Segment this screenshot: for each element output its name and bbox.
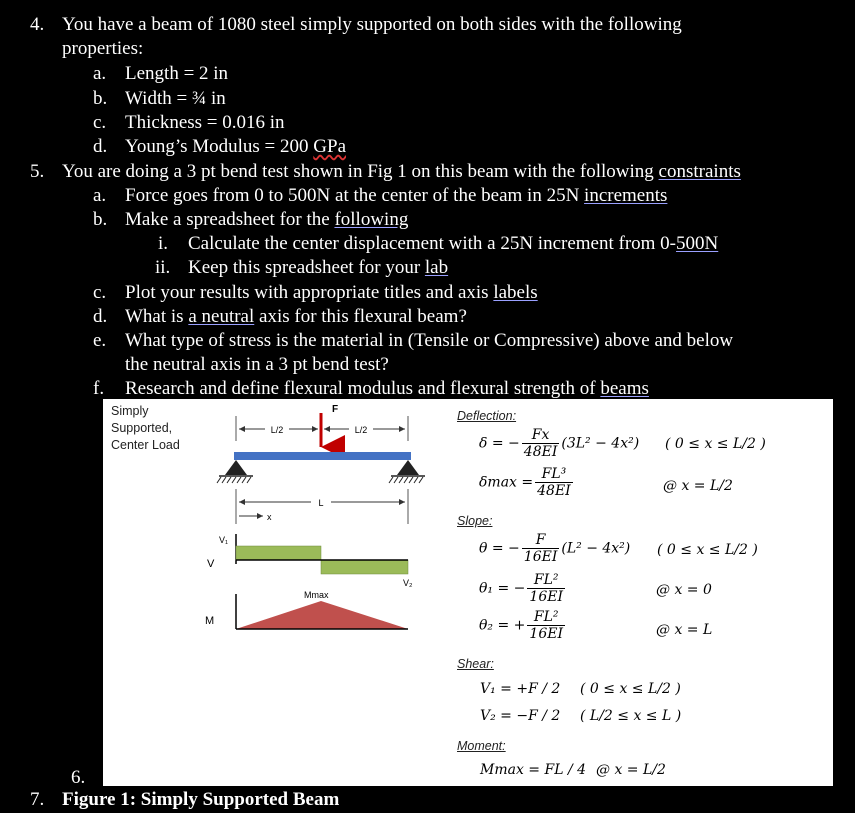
label-m-axis: M (205, 615, 215, 627)
q5-item-c: c. Plot your results with appropriate titles and axis labels (93, 282, 538, 303)
cond-moment: @ x = L/2 (596, 762, 666, 778)
q6-number: 6. (71, 767, 86, 788)
left-support (225, 460, 247, 475)
eq-theta2: θ₂ = + $\frac{\text{FL²}}{16EI}$ (479, 609, 563, 642)
cond-deflection: ( 0 ≤ x ≤ L/2 ) (665, 436, 766, 452)
q4-text: You have a beam of 1080 steel simply supported on both sides with the following (62, 14, 682, 35)
eq-moment: Mmax = FL / 4 (480, 762, 587, 778)
q5-item-a: a. Force goes from 0 to 500N at the center of the beam in 25N increments (93, 185, 668, 206)
spellcheck-word: GPa (313, 136, 347, 157)
eq-v2: V₂ = −F / 2 (480, 708, 561, 724)
q5-item-e-line2: the neutral axis in a 3 pt bend test? (125, 354, 389, 375)
figure-title: Simply Supported, Center Load (111, 404, 180, 452)
moment-diagram (236, 601, 408, 629)
q4-item-d: d. Young’s Modulus = 200 GPa (93, 136, 347, 157)
q5-item-d: d. What is a neutral axis for this flexural beam? (93, 306, 467, 327)
q4-number: 4. (30, 14, 45, 35)
label-half-right: L/2 (354, 425, 368, 435)
q4-line1 (30, 14, 682, 36)
eq-theta1: θ₁ = − $\frac{\text{FL²}}{16EI}$ (479, 572, 563, 605)
q4-item-b: b. Width = ¾ in (93, 88, 226, 109)
label-length: L (318, 498, 324, 508)
figure-caption: 7. Figure 1: Simply Supported Beam (30, 789, 340, 810)
eq-max-deflection: δmax = $\frac{\text{FL³}}{48EI}$ (479, 466, 571, 499)
label-v2: V₂ (403, 578, 413, 588)
q4-item-c: c. Thickness = 0.016 in (93, 112, 285, 133)
section-shear: Shear: (457, 657, 494, 671)
eq-slope: θ = − $\frac{F}{16EI}$ (L² − 4x²) (479, 532, 631, 565)
eq-v1: V₁ = +F / 2 (480, 681, 561, 697)
label-mmax: Mmax (304, 590, 329, 600)
q5-item-f: f. Research and define flexural modulus and flexural strength of beams (93, 378, 649, 399)
cond-slope: ( 0 ≤ x ≤ L/2 ) (657, 542, 758, 558)
label-v1: V₁ (219, 535, 229, 545)
q5-item-b-i: i. Calculate the center displacement with a 25N increment from 0-500N (158, 233, 719, 254)
eq-deflection: δ = − $\frac{Fx}{48EI}$ (3L² − 4x²) (479, 427, 640, 460)
cond-theta2: @ x = L (656, 622, 713, 638)
q5-item-e: e. What type of stress is the material in (Tensile or Compressive) above and below (93, 330, 734, 351)
section-deflection: Deflection: (457, 409, 517, 423)
section-slope: Slope: (457, 514, 493, 528)
cond-v2: ( L/2 ≤ x ≤ L ) (580, 708, 682, 724)
label-x: x (267, 512, 272, 522)
shear-positive (236, 546, 321, 560)
cond-theta1: @ x = 0 (656, 582, 712, 598)
q5-item-b: b. Make a spreadsheet for the following (93, 209, 409, 230)
label-force: F (332, 404, 339, 415)
q5-item-b-ii: ii. Keep this spreadsheet for your lab (155, 257, 449, 278)
right-support (397, 460, 419, 475)
label-v-axis: V (207, 558, 215, 570)
q4-item-a: a. Length = 2 in (93, 63, 229, 84)
q5-line: 5. You are doing a 3 pt bend test shown in Fig 1 on this beam with the following constraints (30, 161, 741, 182)
q4-line2: properties: (62, 38, 144, 59)
cond-max-deflection: @ x = L/2 (663, 478, 733, 494)
cond-v1: ( 0 ≤ x ≤ L/2 ) (580, 681, 681, 697)
beam-diagram (103, 399, 453, 786)
beam-figure (103, 399, 833, 786)
beam (234, 452, 411, 460)
section-moment: Moment: (457, 739, 506, 753)
shear-negative (321, 560, 408, 574)
label-half-left: L/2 (270, 425, 284, 435)
